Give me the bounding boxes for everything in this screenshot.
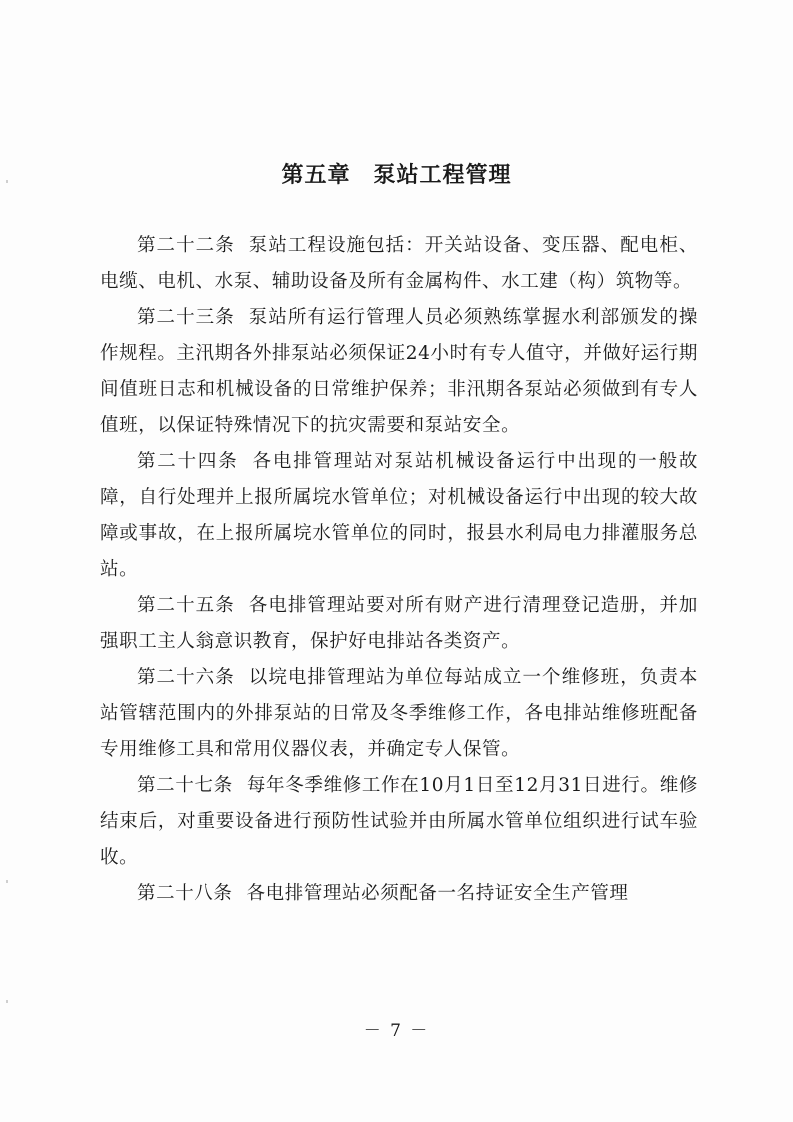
article-25 [100, 588, 698, 660]
article-number: 第二十六条 [137, 667, 235, 688]
article-text: 各电排管理站要对所有财产进行清理登记造册，并加强职工主人翁意识教育，保护好电排站各类资产。 [100, 595, 698, 652]
page-number: － 7 － [363, 1021, 430, 1041]
article-number: 第二十四条 [137, 451, 239, 472]
article-number: 第二十五条 [137, 595, 235, 616]
article-number: 第二十二条 [137, 235, 235, 256]
article-text: 以垸电排管理站为单位每站成立一个维修班，负责本站管辖范围内的外排泵站的日常及冬季维修工作，各电排站维修班配备专用维修工具和常用仪器仪表，并确定专人保管。 [100, 667, 698, 760]
article-text: 每年冬季维修工作在10月1日至12月31日进行。维修结束后，对重要设备进行预防性试验并由所属水管单位组织进行试车验收。 [100, 775, 698, 868]
scan-mark [6, 1000, 8, 1003]
scan-mark [6, 180, 8, 183]
article-27 [100, 768, 698, 876]
document-body [100, 228, 698, 912]
article-number: 第二十三条 [137, 307, 235, 328]
article-26 [100, 660, 698, 768]
article-28 [100, 876, 698, 912]
article-text: 泵站工程设施包括：开关站设备、变压器、配电柜、电缆、电机、水泵、辅助设备及所有金属构件、水工建（构）筑物等。 [100, 235, 698, 292]
article-text: 泵站所有运行管理人员必须熟练掌握水利部颁发的操作规程。主汛期各外排泵站必须保证24小时有专人值守，并做好运行期间值班日志和机械设备的日常维护保养；非汛期各泵站必须做到有专人值班，以保证特殊情况下的抗灾需要和泵站安全。 [100, 307, 698, 436]
chapter-title: 第五章 泵站工程管理 [281, 163, 512, 188]
article-text: 各电排管理站对泵站机械设备运行中出现的一般故障，自行处理并上报所属垸水管单位；对机械设备运行中出现的较大故障或事故，在上报所属垸水管单位的同时，报县水利局电力排灌服务总站。 [100, 451, 698, 580]
article-number: 第二十七条 [137, 775, 233, 796]
article-text: 各电排管理站必须配备一名持证安全生产管理 [246, 883, 629, 904]
article-24 [100, 444, 698, 588]
article-23 [100, 300, 698, 444]
scan-mark [6, 880, 8, 883]
article-number: 第二十八条 [137, 883, 233, 904]
article-22 [100, 228, 698, 300]
